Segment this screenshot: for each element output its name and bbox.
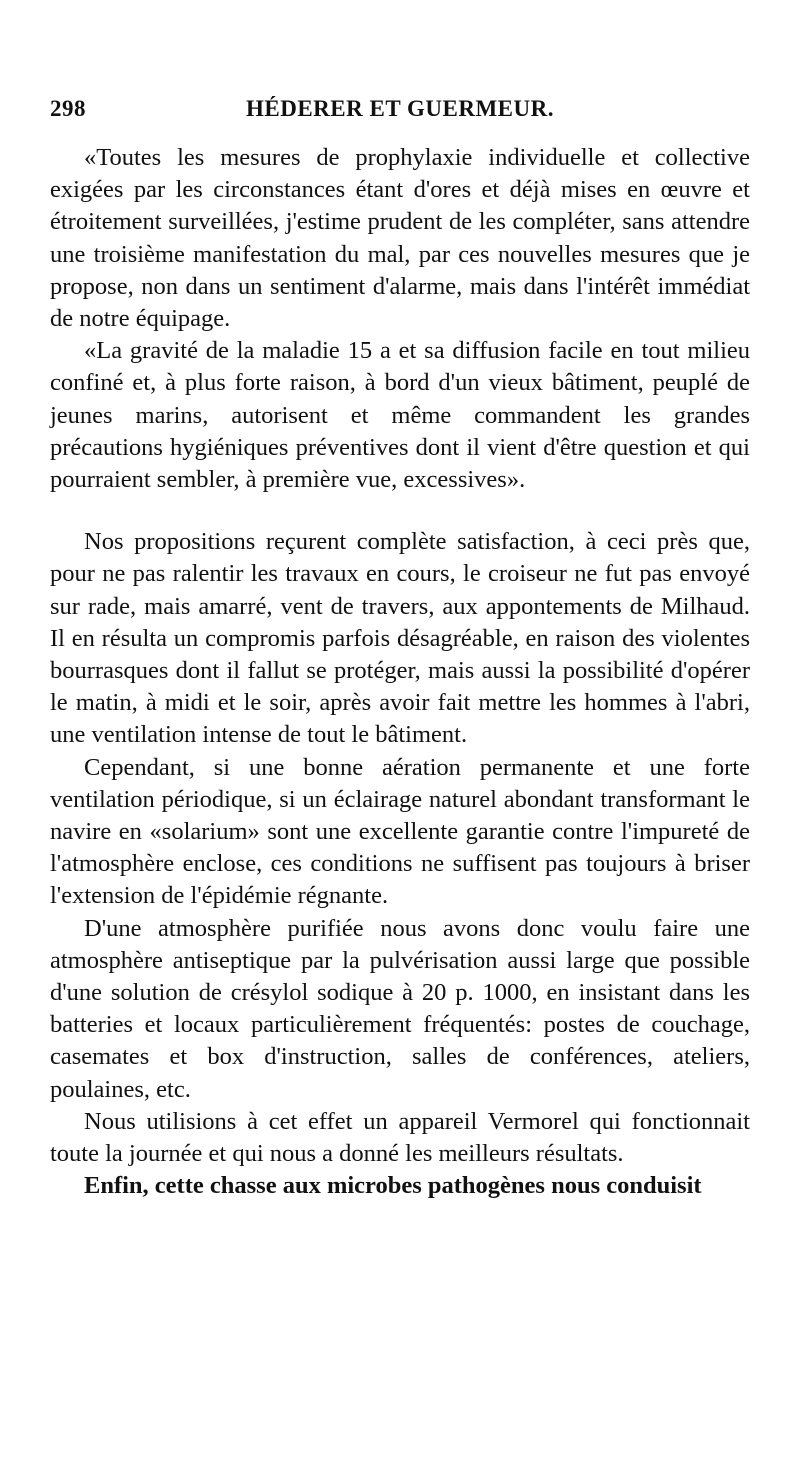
book-page xyxy=(50,96,750,1203)
paragraph-enfin: Enfin, cette chasse aux microbes pathogènes nous conduisit xyxy=(84,1172,702,1200)
page-number: 298 xyxy=(50,96,86,121)
paragraph-atmosphere: D'une atmosphère purifiée nous avons donc voulu faire une atmosphère antiseptique par la pulvérisation aussi large que possible d'une solution de crésylol sodique à 20 p. 1000, en insistant dans les batteries et locaux particulièrement fréquentés: postes de couchage, casemates et box d'instruction, salles de conférences, ateliers, poulaines, etc. xyxy=(50,914,750,1103)
page-header xyxy=(50,96,750,128)
running-title: HÉDERER ET GUERMEUR. xyxy=(246,96,554,121)
body-text xyxy=(50,142,750,1203)
paragraph-propositions: Nos propositions reçurent complète satisfaction, à ceci près que, pour ne pas ralentir les travaux en cours, le croiseur ne fut pas envoyé sur rade, mais amarré, vent de travers, aux appontements de Milhaud. Il en résulta un compromis parfois désagréable, en raison des violentes bourrasques dont il fallut se protéger, mais aussi la possibilité d'opérer le matin, à midi et le soir, après avoir fait mettre les hommes à l'abri, une ventilation intense de tout le bâtiment. xyxy=(50,528,750,749)
paragraph-quote-2: «La gravité de la maladie 15 a et sa diffusion facile en tout milieu confiné et, à plus forte raison, à bord d'un vieux bâtiment, peuplé de jeunes marins, autorisent et même commandent les grandes précautions hygiéniques préventives dont il vient d'être question et qui pourraient sembler, à première vue, excessives». xyxy=(50,337,750,494)
paragraph-quote-1: «Toutes les mesures de prophylaxie individuelle et collective exigées par les circonstances étant d'ores et déjà mises en œuvre et étroitement surveillées, j'estime prudent de les compléter, sans attendre une troisième manifestation du mal, par ces nouvelles mesures que je propose, non dans un sentiment d'alarme, mais dans l'intérêt immédiat de notre équipage. xyxy=(50,144,750,333)
paragraph-cependant: Cependant, si une bonne aération permanente et une forte ventilation périodique, si un éclairage naturel abondant transformant le navire en «solarium» sont une excellente garantie contre l'impureté de l'atmosphère enclose, ces conditions ne suffisent pas toujours à briser l'extension de l'épidémie régnante. xyxy=(50,753,750,910)
paragraph-vermorel: Nous utilisions à cet effet un appareil Vermorel qui fonctionnait toute la journée et qui nous a donné les meilleurs résultats. xyxy=(50,1107,750,1168)
